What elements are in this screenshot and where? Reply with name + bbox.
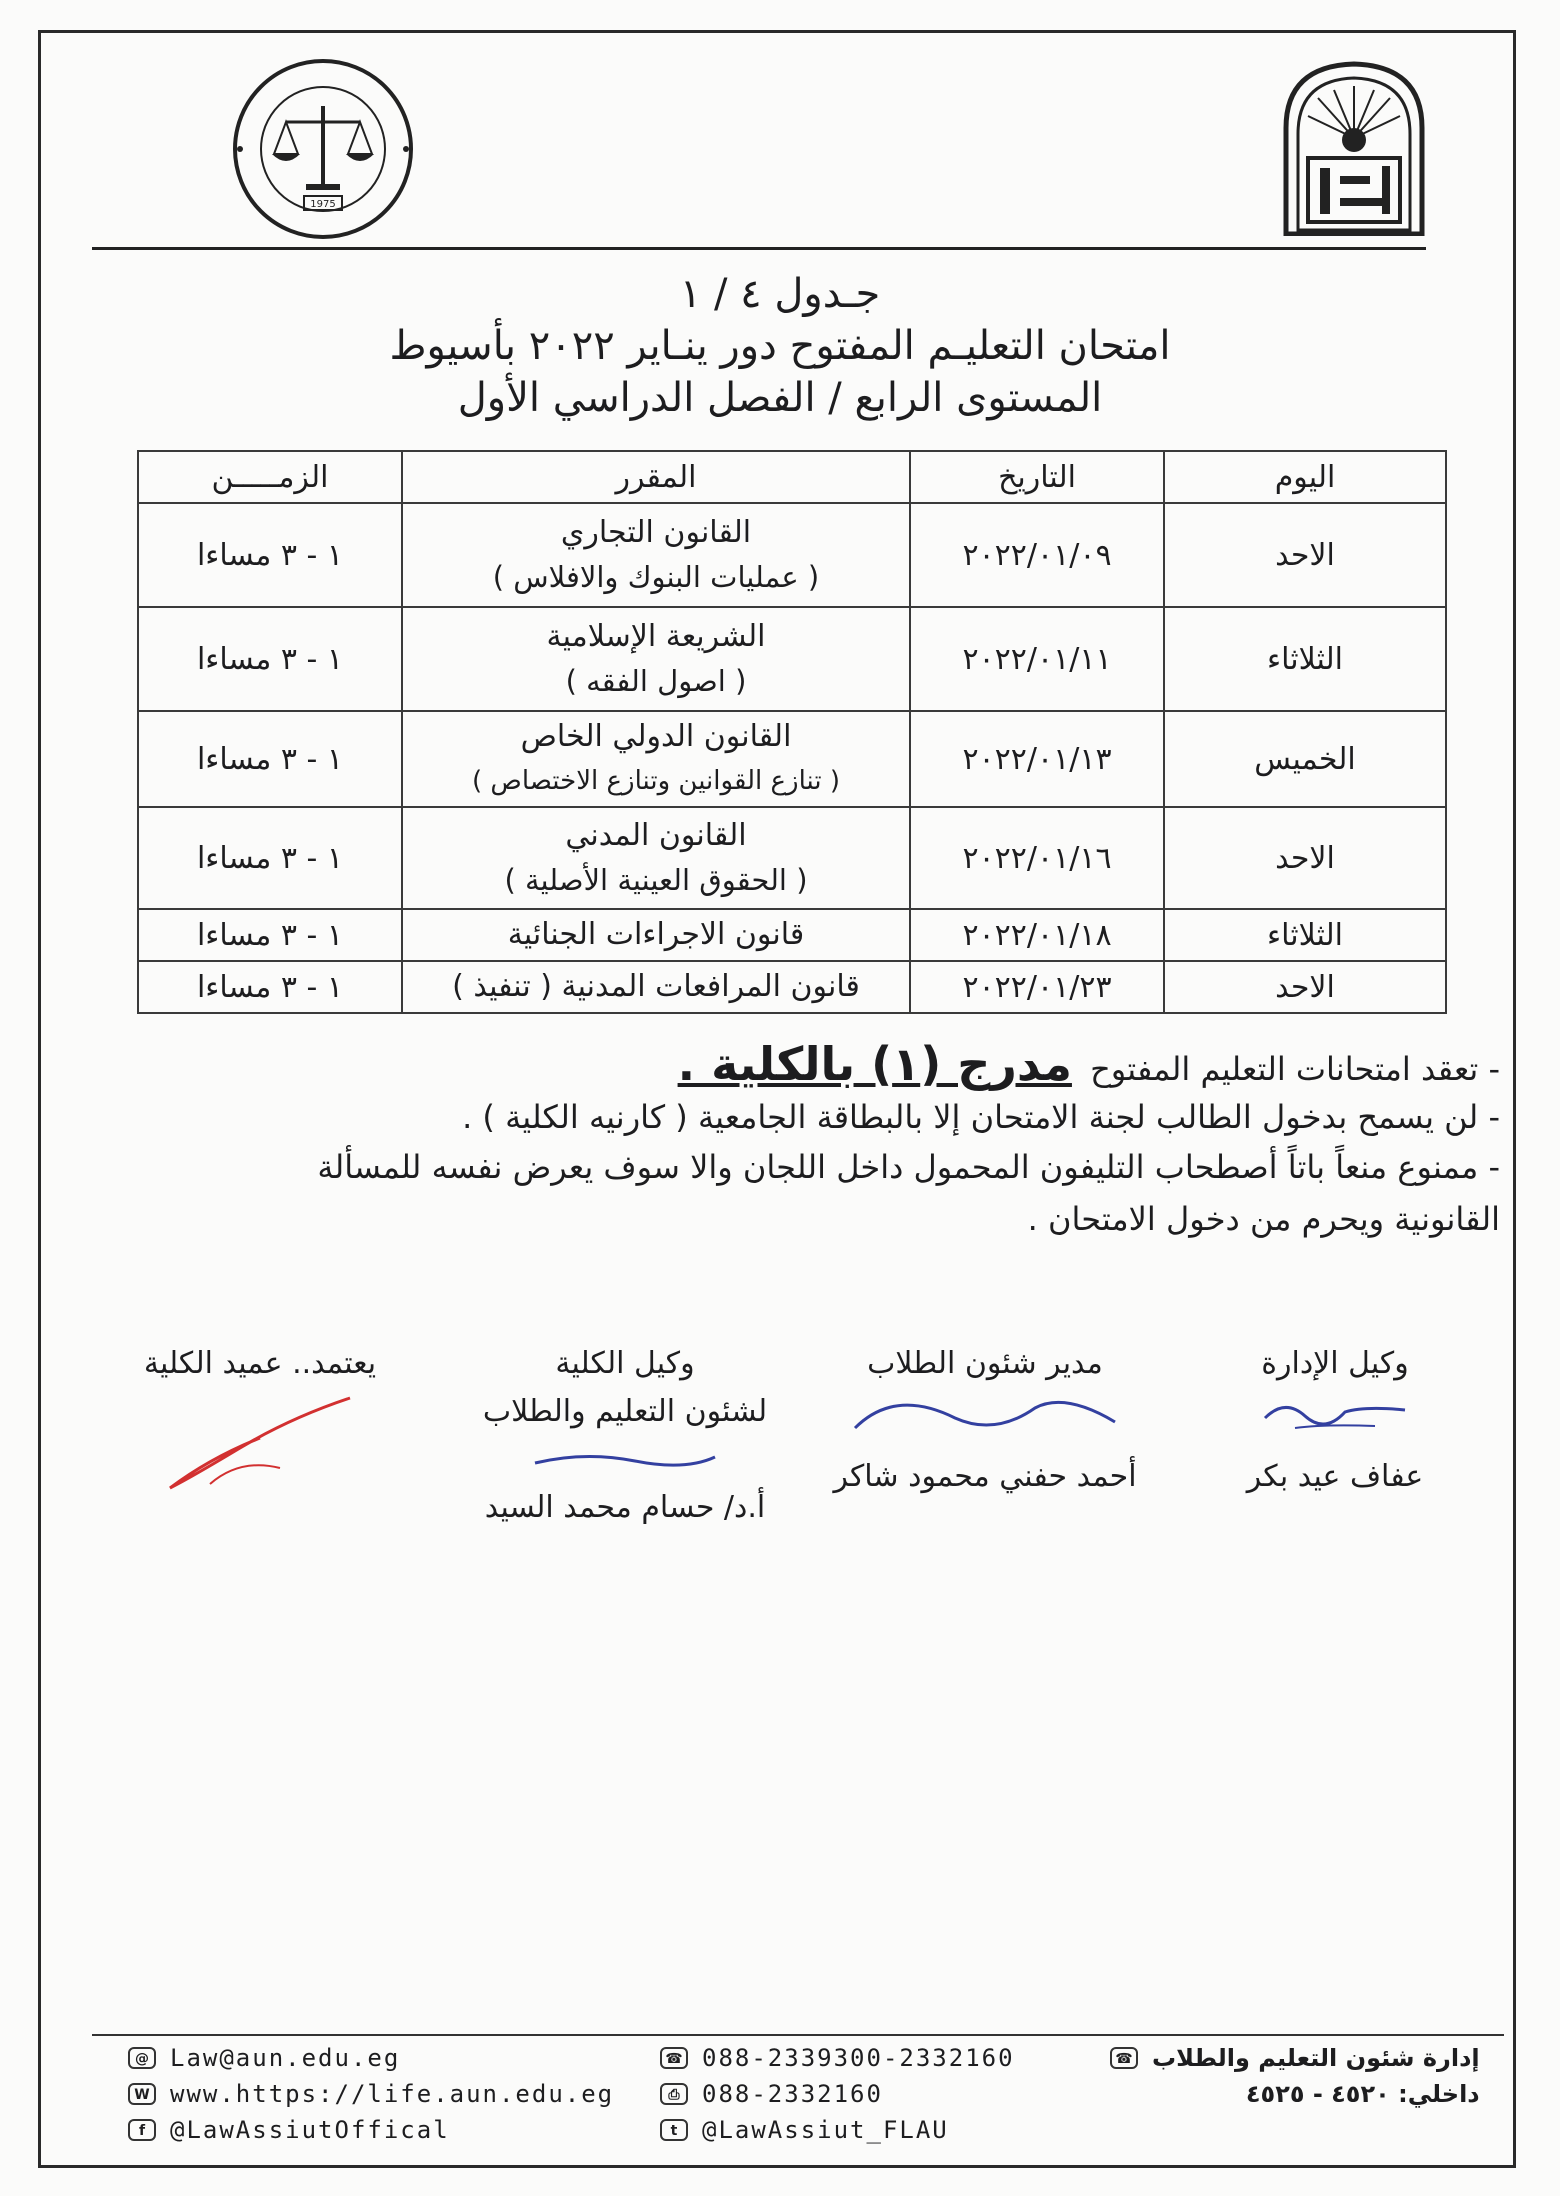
footer-email[interactable]: Law@aun.edu.eg: [170, 2044, 401, 2072]
course-cell: [402, 961, 910, 1013]
time-cell: ١ - ٣ مساءا: [138, 909, 402, 961]
footer-website-row: [128, 2076, 614, 2112]
signature-dean: [120, 1340, 400, 1513]
table-row: [138, 711, 1446, 807]
time-cell: ١ - ٣ مساءا: [138, 807, 402, 909]
footer-ext: داخلي: ٤٥٢٠ - ٤٥٢٥: [1245, 2080, 1480, 2108]
footer-contacts-middle: [660, 2040, 1015, 2148]
footer-divider: [92, 2034, 1504, 2036]
day-cell: الاحد: [1164, 807, 1446, 909]
footer-twitter-row: [660, 2112, 1015, 2148]
level-semester: المستوى الرابع / الفصل الدراسي الأول: [457, 375, 1103, 421]
day-cell: الثلاثاء: [1164, 909, 1446, 961]
footer-dept: إدارة شئون التعليم والطلاب: [1152, 2044, 1480, 2072]
table-header-row: [138, 451, 1446, 503]
course-cell: [402, 607, 910, 711]
exam-schedule-table: [137, 450, 1447, 1014]
dean-approval-mark: [150, 1388, 370, 1498]
exam-notes: [210, 1037, 1500, 1245]
course-cell: [402, 909, 910, 961]
title-block: [200, 268, 1360, 424]
signature-student-affairs: [815, 1340, 1155, 1501]
date-cell: ٢٠٢٢/٠١/١١: [910, 607, 1164, 711]
globe-icon: W: [128, 2083, 156, 2105]
phone-icon: ☎: [1110, 2047, 1138, 2069]
course-name: قانون الاجراءات الجنائية: [507, 917, 805, 952]
admin-title: وكيل الإدارة: [1261, 1346, 1409, 1381]
footer-phone-row: [660, 2040, 1015, 2076]
admin-name: عفاف عيد بكر: [1246, 1459, 1424, 1494]
affairs-name: أحمد حفني محمود شاكر: [833, 1459, 1137, 1494]
footer-dept-row: [1110, 2040, 1480, 2076]
twitter-icon: t: [660, 2119, 688, 2141]
time-cell: ١ - ٣ مساءا: [138, 503, 402, 607]
course-topic: ( تنازع القوانين وتنازع الاختصاص ): [471, 766, 840, 796]
date-cell: ٢٠٢٢/٠١/٠٩: [910, 503, 1164, 607]
header-day: اليوم: [1164, 451, 1446, 503]
signature-admin: [1220, 1340, 1450, 1501]
affairs-signature-scribble: [835, 1388, 1135, 1438]
email-icon: @: [128, 2047, 156, 2069]
header-date: التاريخ: [910, 451, 1164, 503]
course-name: قانون المرافعات المدنية ( تنفيذ ): [452, 969, 860, 1004]
vice-title-1: وكيل الكلية: [555, 1346, 695, 1381]
signature-vice-dean: [460, 1340, 790, 1532]
date-cell: ٢٠٢٢/٠١/١٨: [910, 909, 1164, 961]
footer-contacts-left: [128, 2040, 614, 2148]
date-cell: ٢٠٢٢/٠١/١٣: [910, 711, 1164, 807]
day-cell: الخميس: [1164, 711, 1446, 807]
footer-website[interactable]: www.https://life.aun.edu.eg: [170, 2080, 615, 2108]
day-cell: الاحد: [1164, 961, 1446, 1013]
faculty-seal: [228, 54, 418, 244]
day-cell: الاحد: [1164, 503, 1446, 607]
footer-department: [1110, 2040, 1480, 2112]
footer-phone: 088-2339300-2332160: [702, 2044, 1015, 2072]
course-cell: [402, 503, 910, 607]
header-divider: [92, 247, 1426, 250]
footer-facebook-row: [128, 2112, 614, 2148]
table-row: [138, 807, 1446, 909]
schedule-number: جـدول ٤ / ١: [679, 271, 881, 317]
exam-title: امتحان التعليـم المفتوح دور ينـاير ٢٠٢٢ بأسيوط: [389, 323, 1171, 369]
phone-icon: ☎: [660, 2047, 688, 2069]
course-topic: ( الحقوق العينية الأصلية ): [504, 863, 808, 897]
date-cell: ٢٠٢٢/٠١/٢٣: [910, 961, 1164, 1013]
course-topic: ( اصول الفقه ): [565, 664, 747, 698]
table-row: [138, 503, 1446, 607]
note-exam-hall: [210, 1037, 1500, 1093]
facebook-icon: f: [128, 2119, 156, 2141]
table-row: [138, 909, 1446, 961]
footer-fax: 088-2332160: [702, 2080, 883, 2108]
vice-signature-scribble: [525, 1449, 725, 1469]
header-time: الزمـــــن: [138, 451, 402, 503]
footer-fax-row: [660, 2076, 1015, 2112]
table-row: [138, 961, 1446, 1013]
dean-title: يعتمد.. عميد الكلية: [143, 1346, 377, 1381]
date-cell: ٢٠٢٢/٠١/١٦: [910, 807, 1164, 909]
table-row: [138, 607, 1446, 711]
course-name: القانون الدولي الخاص: [520, 719, 792, 754]
fax-icon: ⎙: [660, 2083, 688, 2105]
time-cell: ١ - ٣ مساءا: [138, 711, 402, 807]
university-logo: [1278, 58, 1430, 236]
course-name: الشريعة الإسلامية: [546, 619, 766, 654]
footer-facebook[interactable]: @LawAssiutOffical: [170, 2116, 450, 2144]
course-topic: ( عمليات البنوك والافلاس ): [492, 560, 820, 594]
affairs-title: مدير شئون الطلاب: [867, 1346, 1103, 1381]
course-cell: [402, 711, 910, 807]
vice-title-2: لشئون التعليم والطلاب: [482, 1394, 768, 1429]
course-cell: [402, 807, 910, 909]
course-name: القانون المدني: [565, 818, 747, 853]
footer-email-row: [128, 2040, 614, 2076]
exam-hall: مدرج (١) بالكلية .: [677, 1037, 1072, 1091]
svg-text:1975: 1975: [310, 199, 336, 210]
footer-ext-row: [1110, 2076, 1480, 2112]
time-cell: ١ - ٣ مساءا: [138, 961, 402, 1013]
day-cell: الثلاثاء: [1164, 607, 1446, 711]
footer-twitter[interactable]: @LawAssiut_FLAU: [702, 2116, 949, 2144]
note-id-card: - لن يسمح بدخول الطالب لجنة الامتحان إلا بالبطاقة الجامعية ( كارنيه الكلية ) .: [462, 1098, 1500, 1136]
header-course: المقرر: [402, 451, 910, 503]
note-hall-prefix: - تعقد امتحانات التعليم المفتوح: [1090, 1050, 1500, 1088]
note-mobile-phone: - ممنوع منعاً باتاً أصطحاب التليفون المحمول داخل اللجان والا سوف يعرض نفسه للمسألة القانونية ويحرم من دخول الامتحان .: [317, 1148, 1500, 1238]
time-cell: ١ - ٣ مساءا: [138, 607, 402, 711]
vice-name: أ.د/ حسام محمد السيد: [484, 1490, 766, 1525]
course-name: القانون التجاري: [560, 515, 752, 550]
admin-signature-scribble: [1255, 1388, 1415, 1438]
